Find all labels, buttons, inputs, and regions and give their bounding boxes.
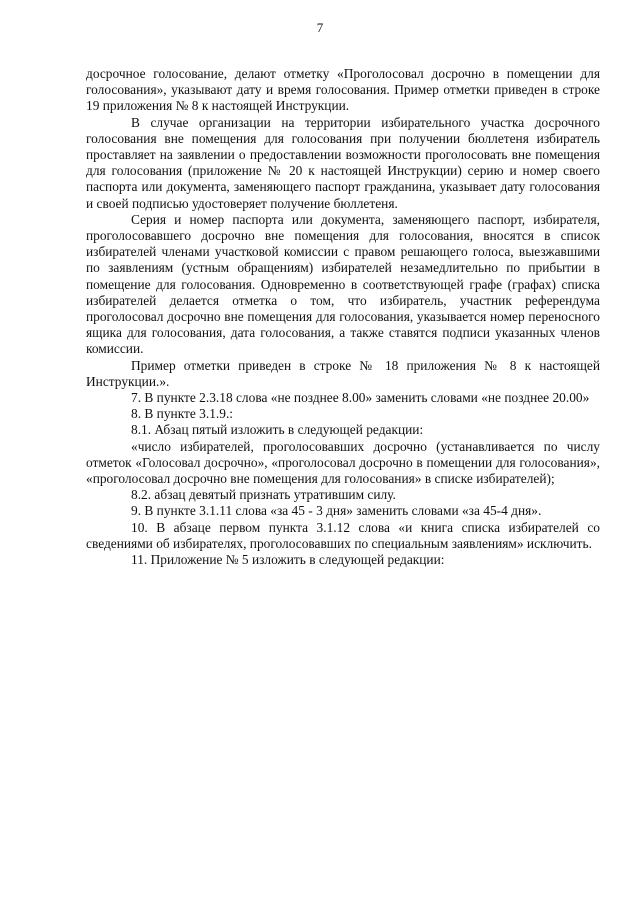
paragraph: 11. Приложение № 5 изложить в следующей редакции: [131,552,445,568]
document-body [86,66,600,568]
paragraph: досрочное голосование, делают отметку «Проголосовал досрочно в помещении для голосования», указывают дату и время голосования. Пример отметки приведен в строке 19 приложения № 8 к настоящей Инструкции. [86,66,600,114]
paragraph: 8. В пункте 3.1.9.: [131,406,234,422]
paragraph: Пример отметки приведен в строке № 18 приложения № 8 к настоящей Инструкции.». [86,357,600,389]
paragraph: Серия и номер паспорта или документа, заменяющего паспорт, избирателя, проголосовавшего досрочно вне помещения для голосования, вносятся в список избирателей членами участковой комиссии с правом решающего голоса, выезжавшими по заявлениям (устным обращениям) избирателей незамедлительно по прибытии в помещение для голосования. Одновременно в соответствующей графе (графах) списка избирателей делается отметка о том, что избиратель, участник референдума проголосовал досрочно вне помещения для голосования, указывается номер переносного ящика для голосования, дата голосования, а также ставятся подписи указанных членов комиссии. [86,211,600,357]
paragraph: В случае организации на территории избирательного участка досрочного голосования вне помещения для голосования при получении бюллетеня избиратель проставляет на заявлении о предоставлении возможности проголосовать вне помещения для голосования (приложение № 20 к настоящей Инструкции) серию и номер своего паспорта или документа, заменяющего паспорт гражданина, указывает дату голосования и своей подписью удостоверяет получение бюллетеня. [86,114,600,211]
page-number: 7 [316,20,324,35]
paragraph: «число избирателей, проголосовавших досрочно (устанавливается по числу отметок «Голосовал досрочно», «проголосовал досрочно в помещении для голосования», «проголосовал досрочно вне помещения для голосования» в списке избирателей); [86,438,600,487]
paragraph: 7. В пункте 2.3.18 слова «не позднее 8.00» заменить словами «не позднее 20.00» [131,390,590,406]
paragraph: 8.2. абзац девятый признать утратившим силу. [131,487,396,503]
paragraph: 8.1. Абзац пятый изложить в следующей редакции: [131,422,424,438]
paragraph: 10. В абзаце первом пункта 3.1.12 слова «и книга списка избирателей со сведениями об избирателях, проголосовавших по специальным заявлениям» исключить. [86,519,600,551]
paragraph: 9. В пункте 3.1.11 слова «за 45 - 3 дня» заменить словами «за 45-4 дня». [131,503,542,519]
